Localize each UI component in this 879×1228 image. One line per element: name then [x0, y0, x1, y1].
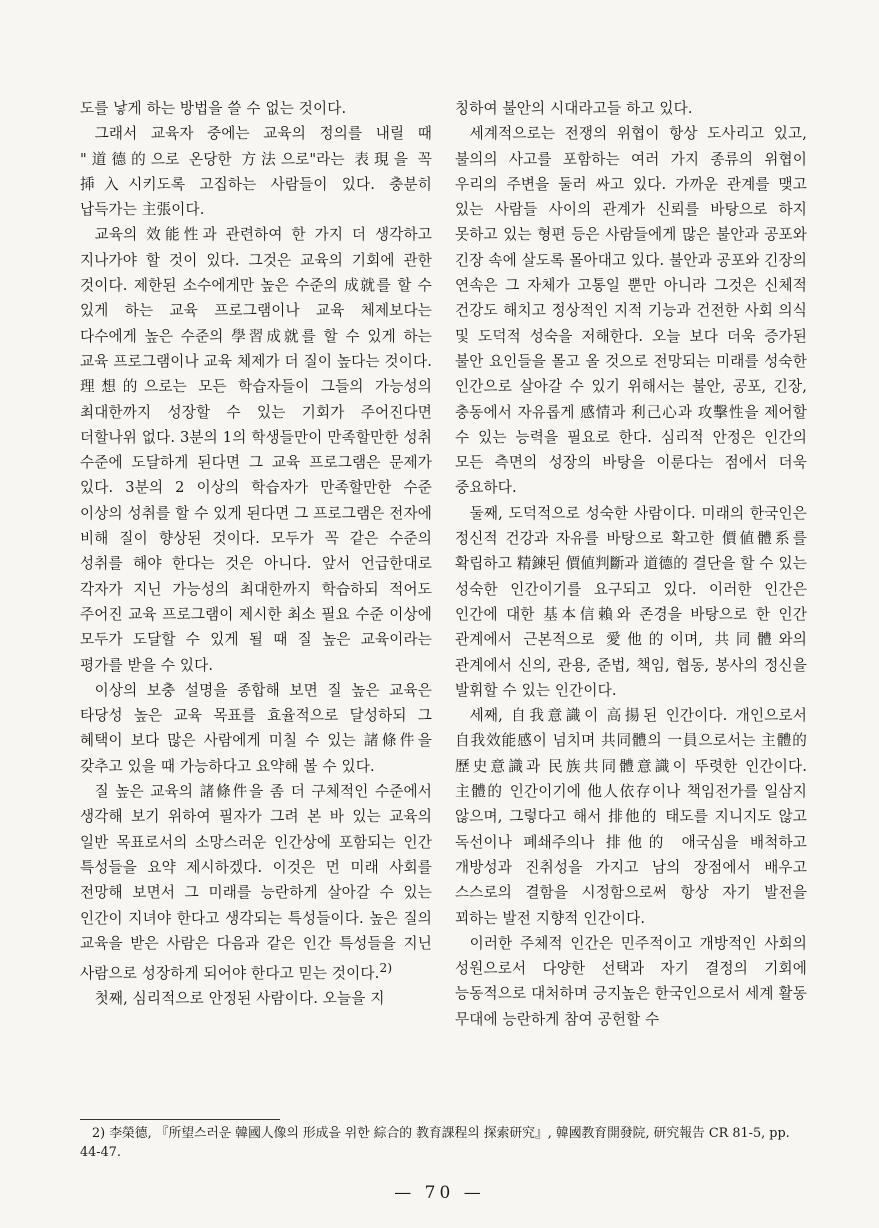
- paragraph: 교육의 效能性과 관련하여 한 가지 더 생각하고 지나가야 할 것이 있다. 그것은 교육의 기회에 관한 것이다. 제한된 소수에게만 높은 수준의 成就를 할 수 있게 하는 교육 프로그램이나 교육 체제보다는 다수에게 높은 수준의 學習成就를 할 수 있게 하는 교육 프로그램이나 교육 체제가 더 질이 높다는 것이다. 理想的으로는 모든 학습자들이 그들의 가능성의 최대한까지 성장할 수 있는 기회가 주어진다면 더할나위 없다. 3분의 1의 학생들만이 만족할만한 성취 수준에 도달하게 된다면 그 교육 프로그램은 문제가 있다. 3분의 2 이상의 학습자가 만족할만한 수준 이상의 성취를 할 수 있게 된다면 그 프로그램은 전자에 비해 질이 향상된 것이다. 모두가 꼭 같은 수준의 성취를 해야 한다는 것은 아니다. 앞서 언급한대로 각자가 지닌 가능성의 최대한까지 학습하되 적어도 주어진 교육 프로그램이 제시한 최소 필요 수준 이상에 모두가 도달할 수 있게 될 때 질 높은 교육이라는 평가를 받을 수 있다.: [80, 226, 432, 674]
- paragraph: 이러한 주체적 인간은 민주적이고 개방적인 사회의 성원으로서 다양한 선택과 자기 결정의 기회에 능동적으로 대처하며 긍지높은 한국인으로서 세계 활동 무대에 능란하게 참여 공헌할 수: [455, 934, 807, 1028]
- footnote-reference: 2): [379, 961, 393, 976]
- paragraph: [80, 779, 432, 986]
- paragraph: 세째, 自我意識이 高揚된 인간이다. 개인으로서 自我效能感이 넘치며 共同體의 一員으로서는 主體的 歷史意識과 民族共同體意識이 뚜렷한 인간이다. 主體的 인간이기에 他人依存이나 책임전가를 일삼지 않으며, 그렇다고 해서 排他的 태도를 지니지도 않고 독선이나 폐쇄주의나 排他的 애국심을 배척하고 개방성과 진취성을 가지고 남의 장점에서 배우고 스스로의 결함을 시정함으로써 항상 자기 발전을 꾀하는 발전 지향적 인간이다.: [455, 707, 807, 927]
- paragraph: 세계적으로는 전쟁의 위협이 항상 도사리고 있고, 불의의 사고를 포함하는 여러 가지 종류의 위협이 우리의 주변을 둘러 싸고 있다. 가까운 관계를 맺고 있는 사람들 사이의 관계가 신뢰를 바탕으로 하지 못하고 있는 형편 등은 사람들에게 많은 불안과 공포와 긴장 속에 살도록 몰아대고 있다. 불안과 공포와 긴장의 연속은 그 자체가 고통일 뿐만 아니라 그것은 신체적 건강도 해치고 정상적인 지적 기능과 건전한 사회 의식 및 도덕적 성숙을 저해한다. 오늘 보다 더욱 증가된 불안 요인들을 몰고 올 것으로 전망되는 미래를 성숙한 인간으로 살아갈 수 있기 위해서는 불안, 공포, 긴장, 충동에서 자유롭게 感情과 利己心과 攻擊性을 제어할 수 있는 능력을 필요로 한다. 심리적 안정은 인간의 모든 측면의 성장의 바탕을 이룬다는 점에서 더욱 중요하다.: [455, 125, 807, 497]
- right-column: [455, 96, 807, 1032]
- paragraph: 이상의 보충 설명을 종합해 보면 질 높은 교육은 타당성 높은 교육 목표를 효율적으로 달성하되 그 혜택이 보다 많은 사람에게 미칠 수 있는 諸條件을 갖추고 있을 때 가능하다고 요약해 볼 수 있다.: [80, 681, 432, 775]
- paragraph: 첫째, 심리적으로 안정된 사람이다. 오늘을 지: [94, 990, 385, 1008]
- paragraph: 칭하여 불안의 시대라고들 하고 있다.: [455, 100, 693, 117]
- paragraph-text: 질 높은 교육의 諸條件을 좀 더 구체적인 수준에서 생각해 보기 위하여 필자가 그려 본 바 있는 교육의 일반 목표로서의 소망스러운 인간상에 포함되는 인간 특성들을 요약 제시하겠다. 이것은 먼 미래 사회를 전망해 보면서 그 미래를 능란하게 살아갈 수 있는 인간이 지녀야 한다고 생각되는 특성들이다. 높은 질의 교육을 받은 사람은 다음과 같은 인간 특성들을 지닌 사람으로 성장하게 되어야 한다고 믿는 것이다.: [80, 783, 432, 982]
- paragraph: 둘째, 도덕적으로 성숙한 사람이다. 미래의 한국인은 정신적 건강과 자유를 바탕으로 확고한 價値體系를 확립하고 精鍊된 價値判斷과 道德的 결단을 할 수 있는 성숙한 인간이기를 요구되고 있다. 이러한 인간은 인간에 대한 基本信賴와 존경을 바탕으로 한 인간 관계에서 근본적으로 愛他的이며, 共同體와의 관계에서 신의, 관용, 준법, 책임, 협동, 봉사의 정신을 발휘할 수 있는 인간이다.: [455, 504, 807, 699]
- paragraph: 도를 낳게 하는 방법을 쓸 수 없는 것이다.: [80, 100, 347, 117]
- footnote-text: 2) 李榮德, 『所望스러운 韓國人像의 形成을 위한 綜合的 教育課程의 探索研究』, 韓國教育開發院, 研究報告 CR 81-5, pp. 44-47.: [80, 1126, 790, 1160]
- page-number: — 70 —: [394, 1183, 485, 1203]
- footnote-divider: [80, 1119, 280, 1120]
- left-column: [80, 96, 432, 1012]
- paragraph: 그래서 교육자 중에는 교육의 정의를 내릴 때 "道德的으로 온당한 方法으로"라는 表現을 꼭 揷入시키도록 고집하는 사람들이 있다. 충분히 납득가는 主張이다.: [80, 125, 432, 219]
- footnote: [80, 1124, 810, 1162]
